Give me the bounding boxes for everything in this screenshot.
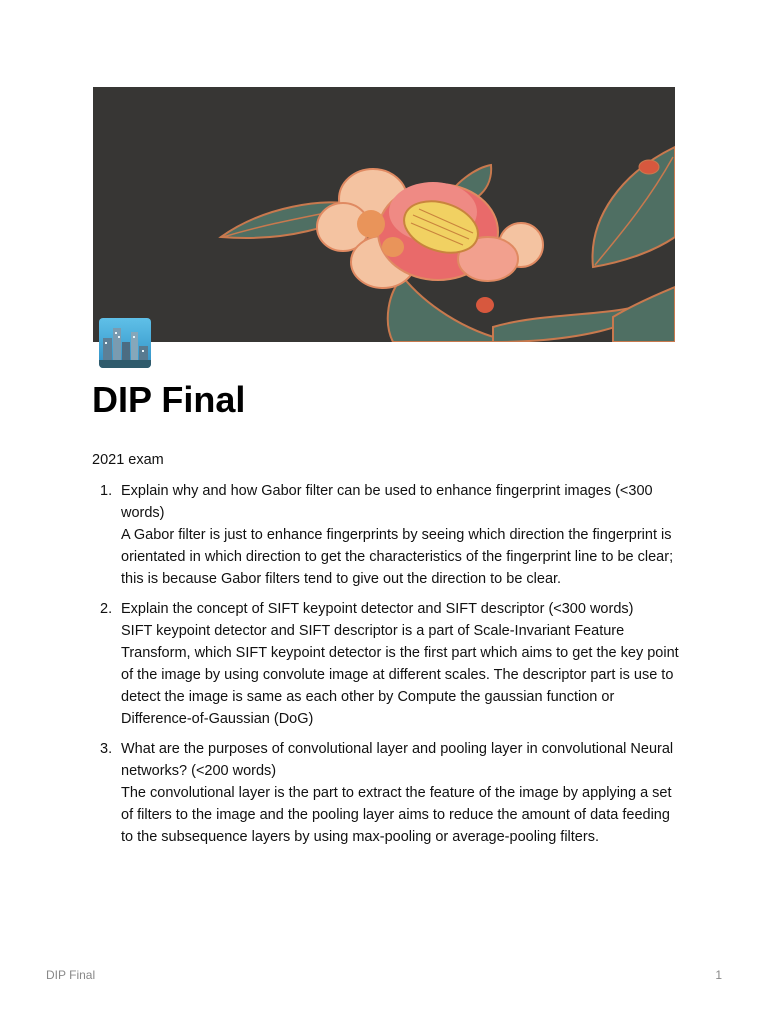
camellia-artwork: [93, 87, 675, 342]
answer-text: SIFT keypoint detector and SIFT descriptor is a part of Scale-Invariant Feature Transform, which SIFT keypoint detector is the first part which aims to get the key point of the image by using convolute image at different scales. The descriptor part is use to detect the image is same as each other by Compute the gaussian function or Difference-of-Gaussian (DoG): [121, 623, 679, 727]
answer-text: A Gabor filter is just to enhance fingerprints by seeing which direction the fingerprint is orientated in which direction to get the characteristics of the fingerprint line to be clear; this is because Gabor filters tend to give out the direction to be clear.: [121, 527, 674, 587]
question-list: [92, 480, 680, 856]
cityscape-icon: [99, 318, 151, 368]
page-number: 1: [715, 968, 722, 982]
question-text: What are the purposes of convolutional layer and pooling layer in convolutional Neural networks? (<200 words): [121, 741, 674, 779]
page-title: DIP Final: [92, 379, 246, 420]
answer-text: The convolutional layer is the part to extract the feature of the image by applying a set of filters to the image and the pooling layer aims to reduce the amount of data feeding to the subsequence layers by using max-pooling or average-pooling filters.: [121, 785, 672, 845]
question-text: Explain why and how Gabor filter can be used to enhance fingerprint images (<300 words): [121, 483, 653, 521]
item-number: 2.: [100, 601, 113, 617]
cover-image: [93, 87, 675, 342]
item-number: 3.: [100, 741, 113, 757]
list-item: [92, 598, 680, 730]
question-text: Explain the concept of SIFT keypoint detector and SIFT descriptor (<300 words): [121, 601, 634, 617]
item-number: 1.: [100, 483, 113, 499]
list-item: [92, 480, 680, 590]
exam-year-text: 2021 exam: [92, 452, 164, 468]
footer-title: DIP Final: [46, 968, 96, 982]
list-item: [92, 738, 680, 848]
